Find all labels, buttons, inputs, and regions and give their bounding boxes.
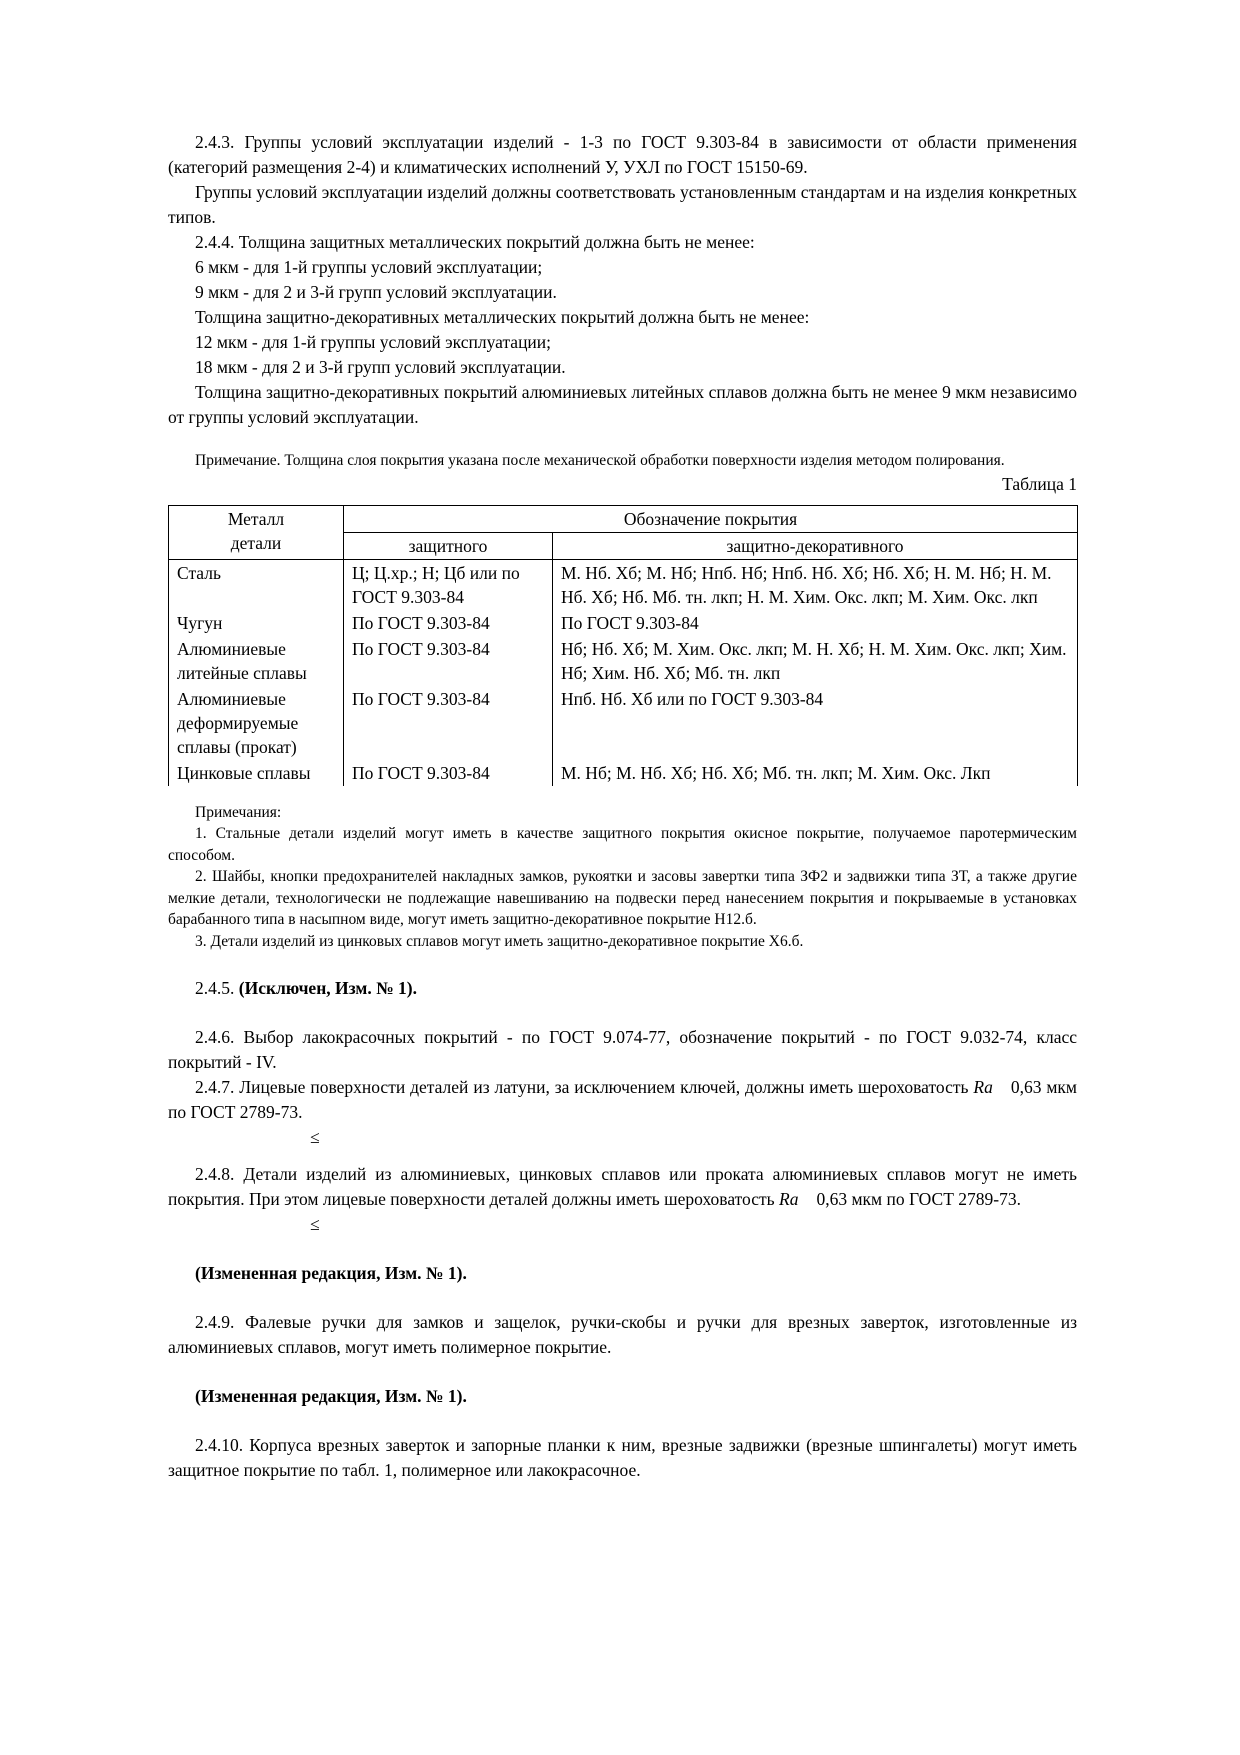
cell-cast-iron-decorative: По ГОСТ 9.303-84 <box>561 612 699 633</box>
cell-cast-iron-metal: Чугун <box>169 610 344 636</box>
table-header-metal-line1: Металл <box>227 508 285 529</box>
cell-cast-iron-protective: По ГОСТ 9.303-84 <box>344 610 553 636</box>
paragraph-2-4-5 <box>168 976 1077 1001</box>
cell-aluminium-cast-protective: По ГОСТ 9.303-84 <box>344 636 553 686</box>
table-row-aluminium-wrought <box>169 686 1077 760</box>
table-caption: Таблица 1 <box>1002 473 1077 494</box>
table-header-decorative: защитно-декоративного <box>553 532 1078 559</box>
note-3: 3. Детали изделий из цинковых сплавов могут иметь защитно-декоративное покрытие Х6.б. <box>195 932 804 950</box>
cell-zinc-metal: Цинковые сплавы <box>169 760 344 786</box>
ra-roughness-symbol: Ra <box>973 1077 993 1097</box>
list-item-18mkm: 18 мкм - для 2 и 3-й групп условий эксплуатации. <box>195 357 566 377</box>
table-header-protective: защитного <box>344 532 553 559</box>
ra-roughness-symbol-2: Ra <box>779 1189 799 1209</box>
changed-edition-note-2: (Измененная редакция, Изм. № 1). <box>195 1386 467 1406</box>
cell-steel-decorative: М. Нб. Хб; М. Нб; Нпб. Нб; Нпб. Нб. Хб; Нб. Хб; Н. М. Нб; Н. М. Нб. Хб; Нб. Мб. тн. лкп; Н. М. Хим. Окс. лкп; М. Хим. Окс. лкп <box>561 562 1052 607</box>
notes-title: Примечания: <box>195 803 282 821</box>
cell-aluminium-wrought-protective: По ГОСТ 9.303-84 <box>344 686 553 760</box>
paragraph-2-4-3-cont: Группы условий эксплуатации изделий должны соответствовать установленным стандартам и на изделия конкретных типов. <box>168 182 1077 227</box>
less-equal-symbol-247: ≤ <box>310 1127 320 1147</box>
cell-zinc-protective: По ГОСТ 9.303-84 <box>344 760 553 786</box>
cell-aluminium-wrought-metal: Алюминиевые деформируемые сплавы (прокат) <box>169 686 344 760</box>
paragraph-2-4-5-number: 2.4.5. <box>195 978 239 998</box>
table-row-cast-iron <box>169 610 1077 636</box>
cell-zinc-decorative: М. Нб; М. Нб. Хб; Нб. Хб; Мб. тн. лкп; М. Хим. Окс. Лкп <box>561 762 991 783</box>
paragraph-2-4-4-end: Толщина защитно-декоративных покрытий алюминиевых литейных сплавов должна быть не менее 9 мкм независимо от группы условий эксплуатации. <box>168 382 1077 427</box>
cell-steel-protective: Ц; Ц.хр.; Н; Цб или по ГОСТ 9.303-84 <box>344 559 553 610</box>
table-row-steel <box>169 559 1077 610</box>
cell-steel-metal: Сталь <box>169 559 344 610</box>
paragraph-2-4-10: 2.4.10. Корпуса врезных заверток и запорные планки к ним, врезные задвижки (врезные шпингалеты) могут иметь защитное покрытие по табл. 1, полимерное или лакокрасочное. <box>168 1435 1077 1480</box>
paragraph-2-4-4-cont: Толщина защитно-декоративных металлических покрытий должна быть не менее: <box>195 307 810 327</box>
list-item-9mkm: 9 мкм - для 2 и 3-й групп условий эксплуатации. <box>195 282 557 302</box>
less-equal-symbol-248: ≤ <box>310 1214 320 1234</box>
paragraph-2-4-4: 2.4.4. Толщина защитных металлических покрытий должна быть не менее: <box>195 232 755 252</box>
table-1 <box>168 505 1078 786</box>
paragraph-2-4-3: 2.4.3. Группы условий эксплуатации изделий - 1-3 по ГОСТ 9.303-84 в зависимости от области применения (категорий размещения 2-4) и климатических исполнений У, УХЛ по ГОСТ 15150-69. <box>168 132 1077 177</box>
table-header-metal <box>169 506 344 560</box>
paragraph-2-4-7-text: 2.4.7. Лицевые поверхности деталей из латуни, за исключением ключей, должны иметь шероховатость <box>195 1077 974 1097</box>
list-item-6mkm: 6 мкм - для 1-й группы условий эксплуатации; <box>195 257 543 277</box>
paragraph-2-4-8 <box>168 1162 1077 1212</box>
cell-aluminium-cast-metal: Алюминиевые литейные сплавы <box>169 636 344 686</box>
paragraph-2-4-9: 2.4.9. Фалевые ручки для замков и защелок, ручки-скобы и ручки для врезных заверток, изготовленные из алюминиевых сплавов, могут иметь полимерное покрытие. <box>168 1312 1077 1357</box>
paragraph-2-4-5-excluded: (Исключен, Изм. № 1). <box>238 978 418 998</box>
note-2: 2. Шайбы, кнопки предохранителей накладных замков, рукоятки и засовы завертки типа ЗФ2 и задвижки типа ЗТ, а также другие мелкие детали, технологически не подлежащие навешиванию на подвески перед нанесением покрытия и покрываемые в установках барабанного типа в насыпном виде, могут иметь защитно-декоративное покрытие Н12.б. <box>168 868 1077 928</box>
note-coating-thickness: Примечание. Толщина слоя покрытия указана после механической обработки поверхности изделия методом полирования. <box>195 452 1005 469</box>
table-row-aluminium-cast <box>169 636 1077 686</box>
paragraph-2-4-8-text: 2.4.8. Детали изделий из алюминиевых, цинковых сплавов или проката алюминиевых сплавов могут не иметь покрытия. При этом лицевые поверхности деталей должны иметь шероховатость <box>168 1164 1077 1209</box>
paragraph-2-4-7 <box>168 1075 1077 1125</box>
paragraph-2-4-7-value: 0,63 мкм по ГОСТ 2789-73. <box>168 1077 1078 1122</box>
paragraph-2-4-6: 2.4.6. Выбор лакокрасочных покрытий - по ГОСТ 9.074-77, обозначение покрытий - по ГОСТ 9.032-74, класс покрытий - IV. <box>168 1027 1077 1072</box>
table-header-metal-line2: детали <box>230 532 282 553</box>
paragraph-2-4-8-value: 0,63 мкм по ГОСТ 2789-73. <box>816 1189 1021 1209</box>
table-header-coating: Обозначение покрытия <box>344 506 1078 533</box>
note-1: 1. Стальные детали изделий могут иметь в качестве защитного покрытия окисное покрытие, получаемое паротермическим способом. <box>168 825 1077 864</box>
list-item-12mkm: 12 мкм - для 1-й группы условий эксплуатации; <box>195 332 552 352</box>
changed-edition-note-1: (Измененная редакция, Изм. № 1). <box>195 1263 467 1283</box>
table-row-zinc <box>169 760 1077 786</box>
cell-aluminium-cast-decorative: Нб; Нб. Хб; М. Хим. Окс. лкп; М. Н. Хб; Н. М. Хим. Окс. лкп; Хим. Нб; Хим. Нб. Хб; Мб. тн. лкп <box>561 638 1067 683</box>
cell-aluminium-wrought-decorative: Нпб. Нб. Хб или по ГОСТ 9.303-84 <box>561 688 824 709</box>
